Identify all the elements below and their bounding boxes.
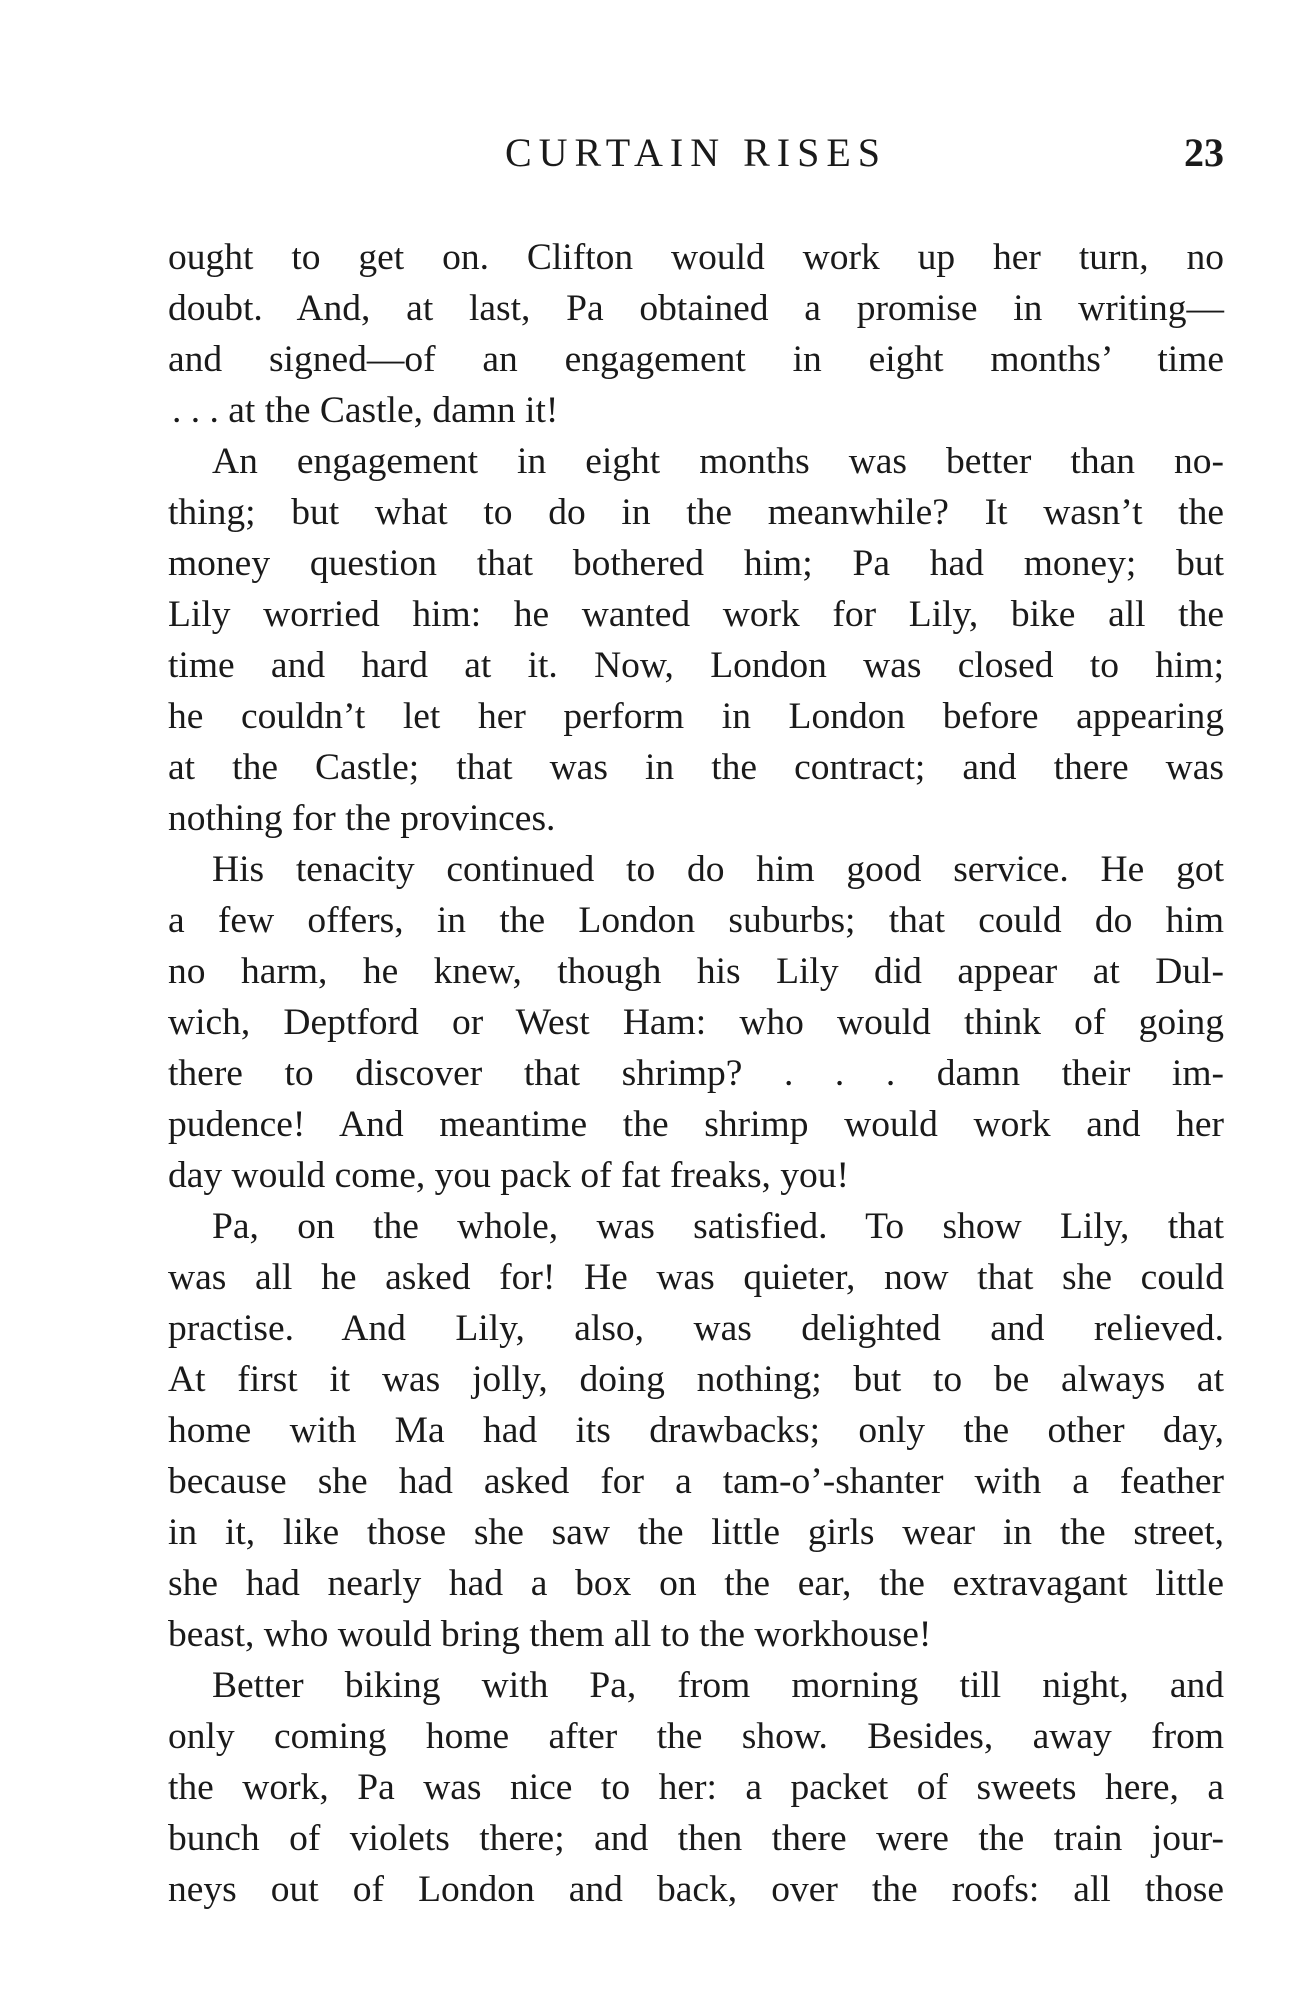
text-line: she had nearly had a box on the ear, the extravagant little — [168, 1563, 1224, 1604]
text-line: was all he asked for! He was quieter, now that she could — [168, 1257, 1224, 1298]
text-line: neys out of London and back, over the roofs: all those — [168, 1869, 1224, 1910]
text-line: because she had asked for a tam-o’-shanter with a feather — [168, 1461, 1224, 1502]
text-line: home with Ma had its drawbacks; only the other day, — [168, 1410, 1224, 1451]
text-line: he couldn’t let her perform in London before appearing — [168, 696, 1224, 737]
text-line: the work, Pa was nice to her: a packet of sweets here, a — [168, 1767, 1224, 1808]
text-line: Better biking with Pa, from morning till night, and — [212, 1665, 1224, 1706]
text-line: wich, Deptford or West Ham: who would think of going — [168, 1002, 1224, 1043]
text-line: nothing for the provinces. — [168, 798, 556, 839]
page-number: 23 — [1184, 130, 1224, 175]
text-line: day would come, you pack of fat freaks, you! — [168, 1155, 850, 1196]
text-line: pudence! And meantime the shrimp would work and her — [168, 1104, 1224, 1145]
text-line: thing; but what to do in the meanwhile? It wasn’t the — [168, 492, 1224, 533]
text-line: His tenacity continued to do him good service. He got — [212, 849, 1224, 890]
text-line: Pa, on the whole, was satisfied. To show Lily, that — [212, 1206, 1224, 1247]
body-text — [168, 232, 1224, 1915]
text-line: An engagement in eight months was better than no- — [212, 441, 1224, 482]
text-line: . . . at the Castle, damn it! — [172, 390, 559, 431]
text-line: no harm, he knew, though his Lily did appear at Dul- — [168, 951, 1224, 992]
text-line: Lily worried him: he wanted work for Lily, bike all the — [168, 594, 1224, 635]
text-line: only coming home after the show. Besides, away from — [168, 1716, 1224, 1757]
running-head — [168, 128, 1224, 178]
text-line: bunch of violets there; and then there were the train jour- — [168, 1818, 1224, 1859]
running-title: CURTAIN RISES — [504, 130, 888, 175]
text-line: there to discover that shrimp? . . . damn their im- — [168, 1053, 1224, 1094]
text-line: at the Castle; that was in the contract; and there was — [168, 747, 1224, 788]
text-line: money question that bothered him; Pa had money; but — [168, 543, 1224, 584]
text-line: a few offers, in the London suburbs; that could do him — [168, 900, 1224, 941]
text-line: At first it was jolly, doing nothing; but to be always at — [168, 1359, 1224, 1400]
text-line: and signed—of an engagement in eight months’ time — [168, 339, 1224, 380]
text-line: in it, like those she saw the little girls wear in the street, — [168, 1512, 1224, 1553]
text-line: ought to get on. Clifton would work up her turn, no — [168, 237, 1224, 278]
text-line: practise. And Lily, also, was delighted and relieved. — [168, 1308, 1224, 1349]
text-line: beast, who would bring them all to the workhouse! — [168, 1614, 932, 1655]
text-line: doubt. And, at last, Pa obtained a promise in writing— — [168, 288, 1224, 329]
text-line: time and hard at it. Now, London was closed to him; — [168, 645, 1224, 686]
